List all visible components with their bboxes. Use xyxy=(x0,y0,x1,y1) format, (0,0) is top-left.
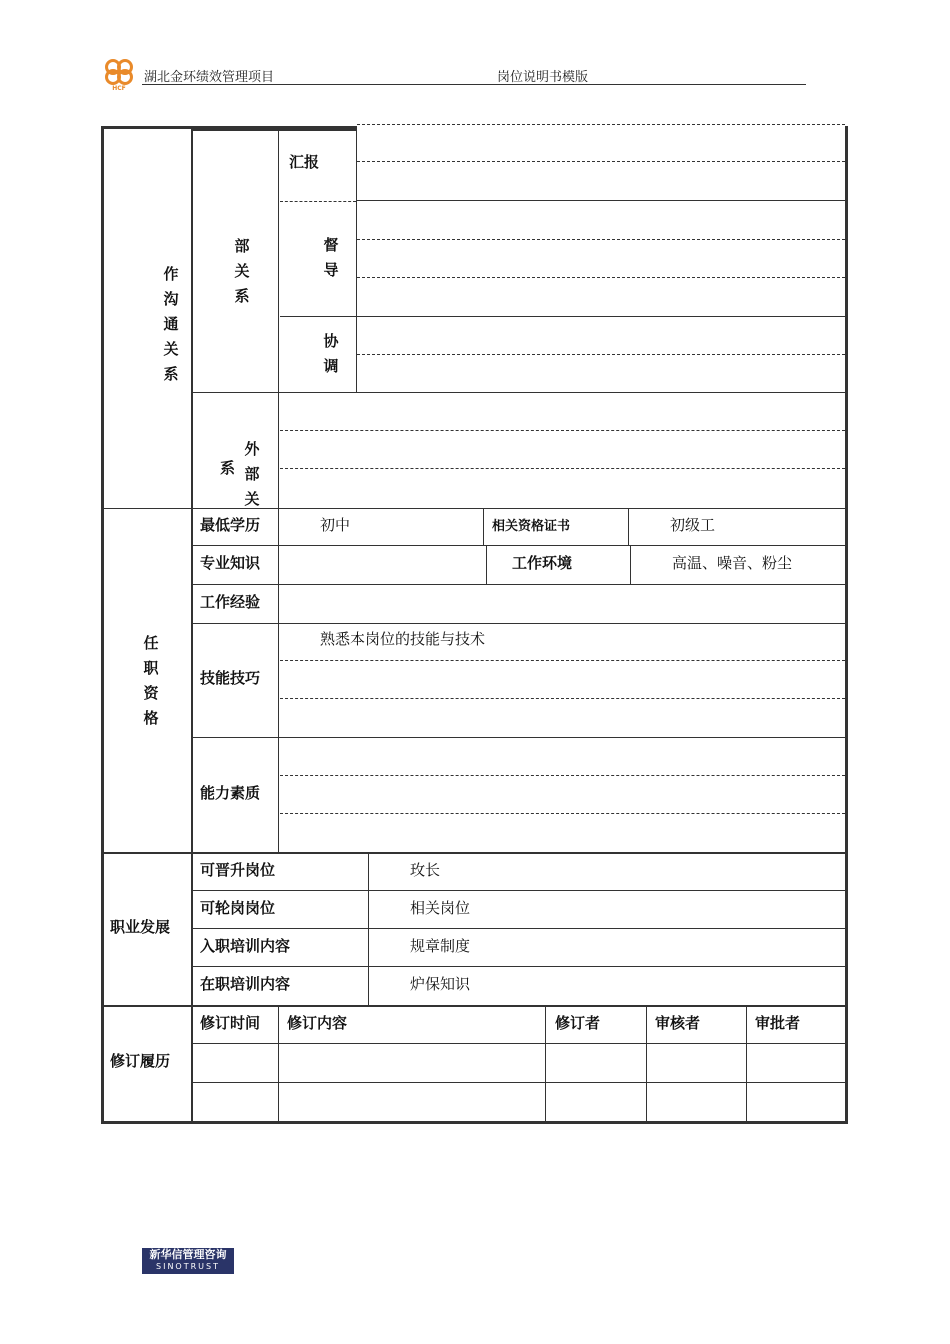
coordinate-line-1 xyxy=(357,354,845,355)
supervise-label: 督 导 xyxy=(323,236,339,279)
experience-label: 工作经验 xyxy=(200,593,261,611)
report-line-2 xyxy=(357,161,845,162)
revision-col-header: 审批者 xyxy=(755,1014,801,1032)
environment-value: 高温、噪音、粉尘 xyxy=(672,556,793,572)
career-row-label: 可晋升岗位 xyxy=(200,861,276,879)
header-doc-type: 岗位说明书模版 xyxy=(497,69,589,84)
revision-col-header: 审核者 xyxy=(655,1014,701,1032)
career-row-value: 玫长 xyxy=(410,863,441,879)
comm-col-sep-2 xyxy=(356,128,357,392)
skills-value: 熟悉本岗位的技能与技术 xyxy=(320,632,486,648)
career-row-label: 入职培训内容 xyxy=(200,937,291,955)
env-sep xyxy=(630,545,631,584)
sep-career-revision xyxy=(103,1005,845,1007)
certificate-value: 初级工 xyxy=(670,518,716,534)
knowledge-label: 专业知识 xyxy=(200,554,261,572)
external-line-1 xyxy=(280,430,845,431)
external-top xyxy=(191,392,845,393)
career-row-value: 规章制度 xyxy=(410,939,471,955)
sinotrust-logo xyxy=(142,1248,234,1274)
report-sep xyxy=(280,201,356,202)
sep-communication-qualification xyxy=(103,508,845,509)
environment-label: 工作环境 xyxy=(512,554,573,572)
sep-qualification-career xyxy=(103,852,845,854)
report-line-1 xyxy=(357,124,845,125)
comm-top xyxy=(191,128,357,131)
hcf-logo xyxy=(101,57,137,91)
certificate-label: 相关资格证书 xyxy=(492,519,571,534)
report-label: 汇报 xyxy=(289,153,320,171)
education-value: 初中 xyxy=(320,518,351,534)
supervise-sep xyxy=(280,316,845,317)
qual-row-4 xyxy=(191,737,845,738)
coordinate-label: 协 调 xyxy=(323,332,339,375)
revision-col-sep-1 xyxy=(278,1005,279,1123)
edu-sep xyxy=(483,508,484,545)
revision-col-header: 修订内容 xyxy=(287,1014,348,1032)
revision-col-sep-2 xyxy=(545,1005,546,1123)
qual-row-1 xyxy=(191,545,845,546)
external-relation-label: 外 部 关 xyxy=(244,440,260,508)
ability-line-1 xyxy=(280,775,845,776)
career-row-3 xyxy=(191,966,845,967)
education-label: 最低学历 xyxy=(200,516,261,534)
revision-col-sep-4 xyxy=(746,1005,747,1123)
qualification-section-label: 任 职 资 格 xyxy=(143,634,159,727)
header-rule xyxy=(142,84,806,85)
external-line-2 xyxy=(280,468,845,469)
communication-section-label: 作 沟 通 关 系 xyxy=(163,265,179,383)
header-company: 湖北金环绩效管理项目 xyxy=(144,69,275,84)
revision-col-sep-3 xyxy=(646,1005,647,1123)
internal-relation-label: 部 关 系 xyxy=(234,237,250,305)
cert-sep xyxy=(628,508,629,545)
career-row-label: 可轮岗岗位 xyxy=(200,899,276,917)
external-col-sep xyxy=(278,392,279,508)
svg-text:HCF: HCF xyxy=(112,85,126,91)
knowledge-sep xyxy=(486,545,487,584)
supervise-line-2 xyxy=(357,277,845,278)
skills-line-2 xyxy=(280,698,845,699)
sinotrust-cn: 新华信管理咨询 xyxy=(149,1248,227,1261)
career-row-label: 在职培训内容 xyxy=(200,975,291,993)
revision-col-header: 修订时间 xyxy=(200,1014,261,1032)
col-sep-1 xyxy=(191,128,193,1123)
skills-line-1 xyxy=(280,660,845,661)
career-row-2 xyxy=(191,928,845,929)
ability-line-2 xyxy=(280,813,845,814)
sinotrust-en: SINOTRUST xyxy=(156,1262,220,1271)
career-section-label: 职业发展 xyxy=(110,918,171,936)
career-row-value: 相关岗位 xyxy=(410,901,471,917)
qual-col-sep xyxy=(278,508,279,852)
revision-section-label: 修订履历 xyxy=(110,1052,171,1070)
ability-label: 能力素质 xyxy=(200,784,261,802)
career-row-value: 炉保知识 xyxy=(410,977,471,993)
career-row-1 xyxy=(191,890,845,891)
qual-row-3 xyxy=(191,623,845,624)
revision-col-header: 修订者 xyxy=(555,1014,601,1032)
qual-row-2 xyxy=(191,584,845,585)
report-line-3 xyxy=(357,200,845,201)
skills-label: 技能技巧 xyxy=(200,669,261,687)
comm-col-sep xyxy=(278,128,279,392)
external-relation-label-b: 系 xyxy=(220,459,236,477)
supervise-line-1 xyxy=(357,239,845,240)
